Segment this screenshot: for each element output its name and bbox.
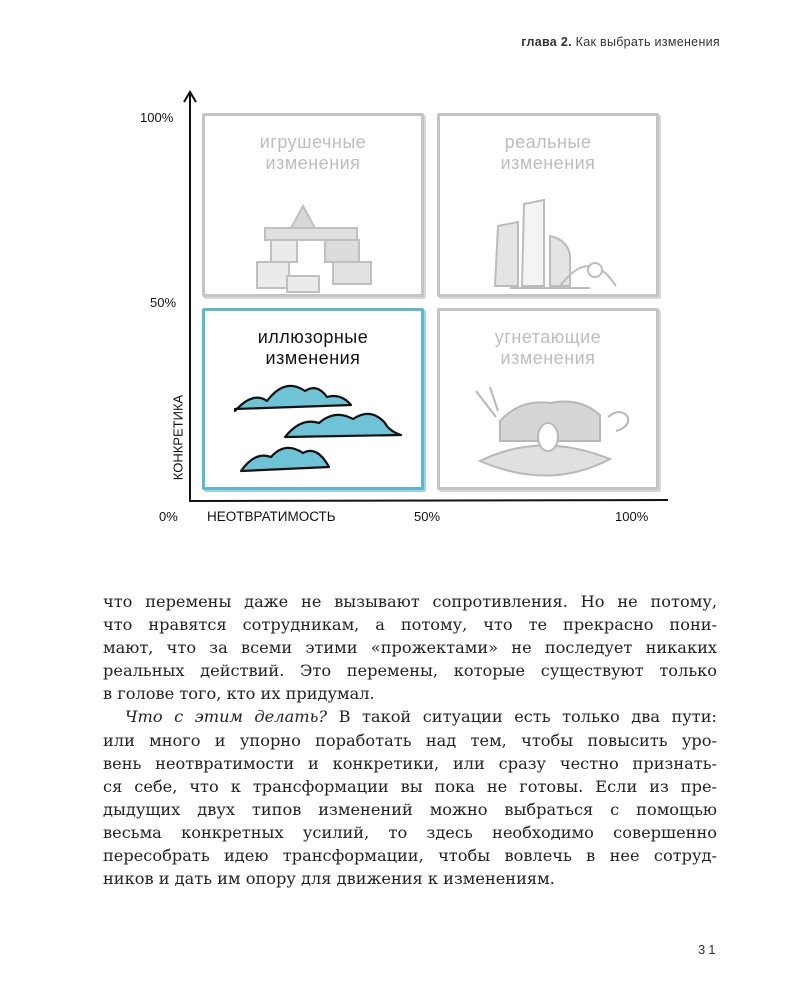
text-line: или много и упорно поработать над тем, чтобы повысить уро- (103, 730, 717, 750)
origin-tick: 0% (159, 509, 178, 524)
text-line: реальных действий. Это перемены, которые существуют только (103, 661, 717, 681)
text-line: вень неотвратимости и конкретики, или сразу честно признать- (103, 753, 717, 773)
text-line: в голове того, кто их придумал. (103, 684, 375, 704)
x-tick-100: 100% (615, 509, 649, 524)
crushed-person-icon (440, 371, 656, 489)
y-tick-100: 100% (140, 110, 174, 125)
chapter-title: Как выбрать изменения (575, 35, 720, 49)
y-axis-label: КОНКРЕТИКА (170, 394, 186, 481)
quadrant-title: реальные изменения (500, 132, 596, 173)
page-number: 31 (698, 942, 719, 957)
text-line: дыдущих двух типов изменений можно выбраться с помощью (103, 799, 717, 819)
x-axis-label: НЕОТВРАТИМОСТЬ (207, 509, 336, 524)
text-line: что нравятся сотрудникам, а потому, что те прекрасно пони- (103, 615, 717, 635)
quadrant-oppressive-changes (437, 308, 659, 490)
text-line: ся себе, что к трансформации вы пока не готовы. Если из пре- (103, 776, 717, 796)
y-tick-50: 50% (150, 295, 177, 310)
quadrant-real-changes (437, 113, 659, 297)
chapter-number: глава 2. (521, 35, 572, 49)
text-line: мают, что за всеми этими «прожектами» не последует никаких (103, 638, 717, 658)
quadrant-title: игрушечные изменения (259, 132, 367, 173)
toy-blocks-icon (205, 176, 421, 294)
quadrant-title: иллюзорные изменения (257, 327, 369, 368)
quadrant-toy-changes (202, 113, 424, 297)
text-line: что перемены даже не вызывают сопротивления. Но не потому, (103, 592, 717, 611)
text-line: Что с этим делать? В такой ситуации есть только два пути: (125, 707, 718, 727)
text-line: ников и дать им опору для движения к изменениям. (103, 869, 555, 889)
buildings-icon (440, 176, 656, 294)
x-tick-50: 50% (414, 509, 441, 524)
quadrant-title: угнетающие изменения (494, 327, 602, 368)
body-text (103, 590, 717, 890)
text-line: весьма конкретных усилий, то здесь необходимо совершенно (103, 822, 717, 842)
x-axis (189, 500, 668, 501)
italic-question: Что с этим делать? (125, 707, 328, 727)
quadrant-illusory-changes (202, 308, 424, 490)
clouds-icon (205, 371, 421, 489)
text-line: пересобрать идею трансформации, чтобы вовлечь в нее сотруд- (103, 846, 717, 866)
